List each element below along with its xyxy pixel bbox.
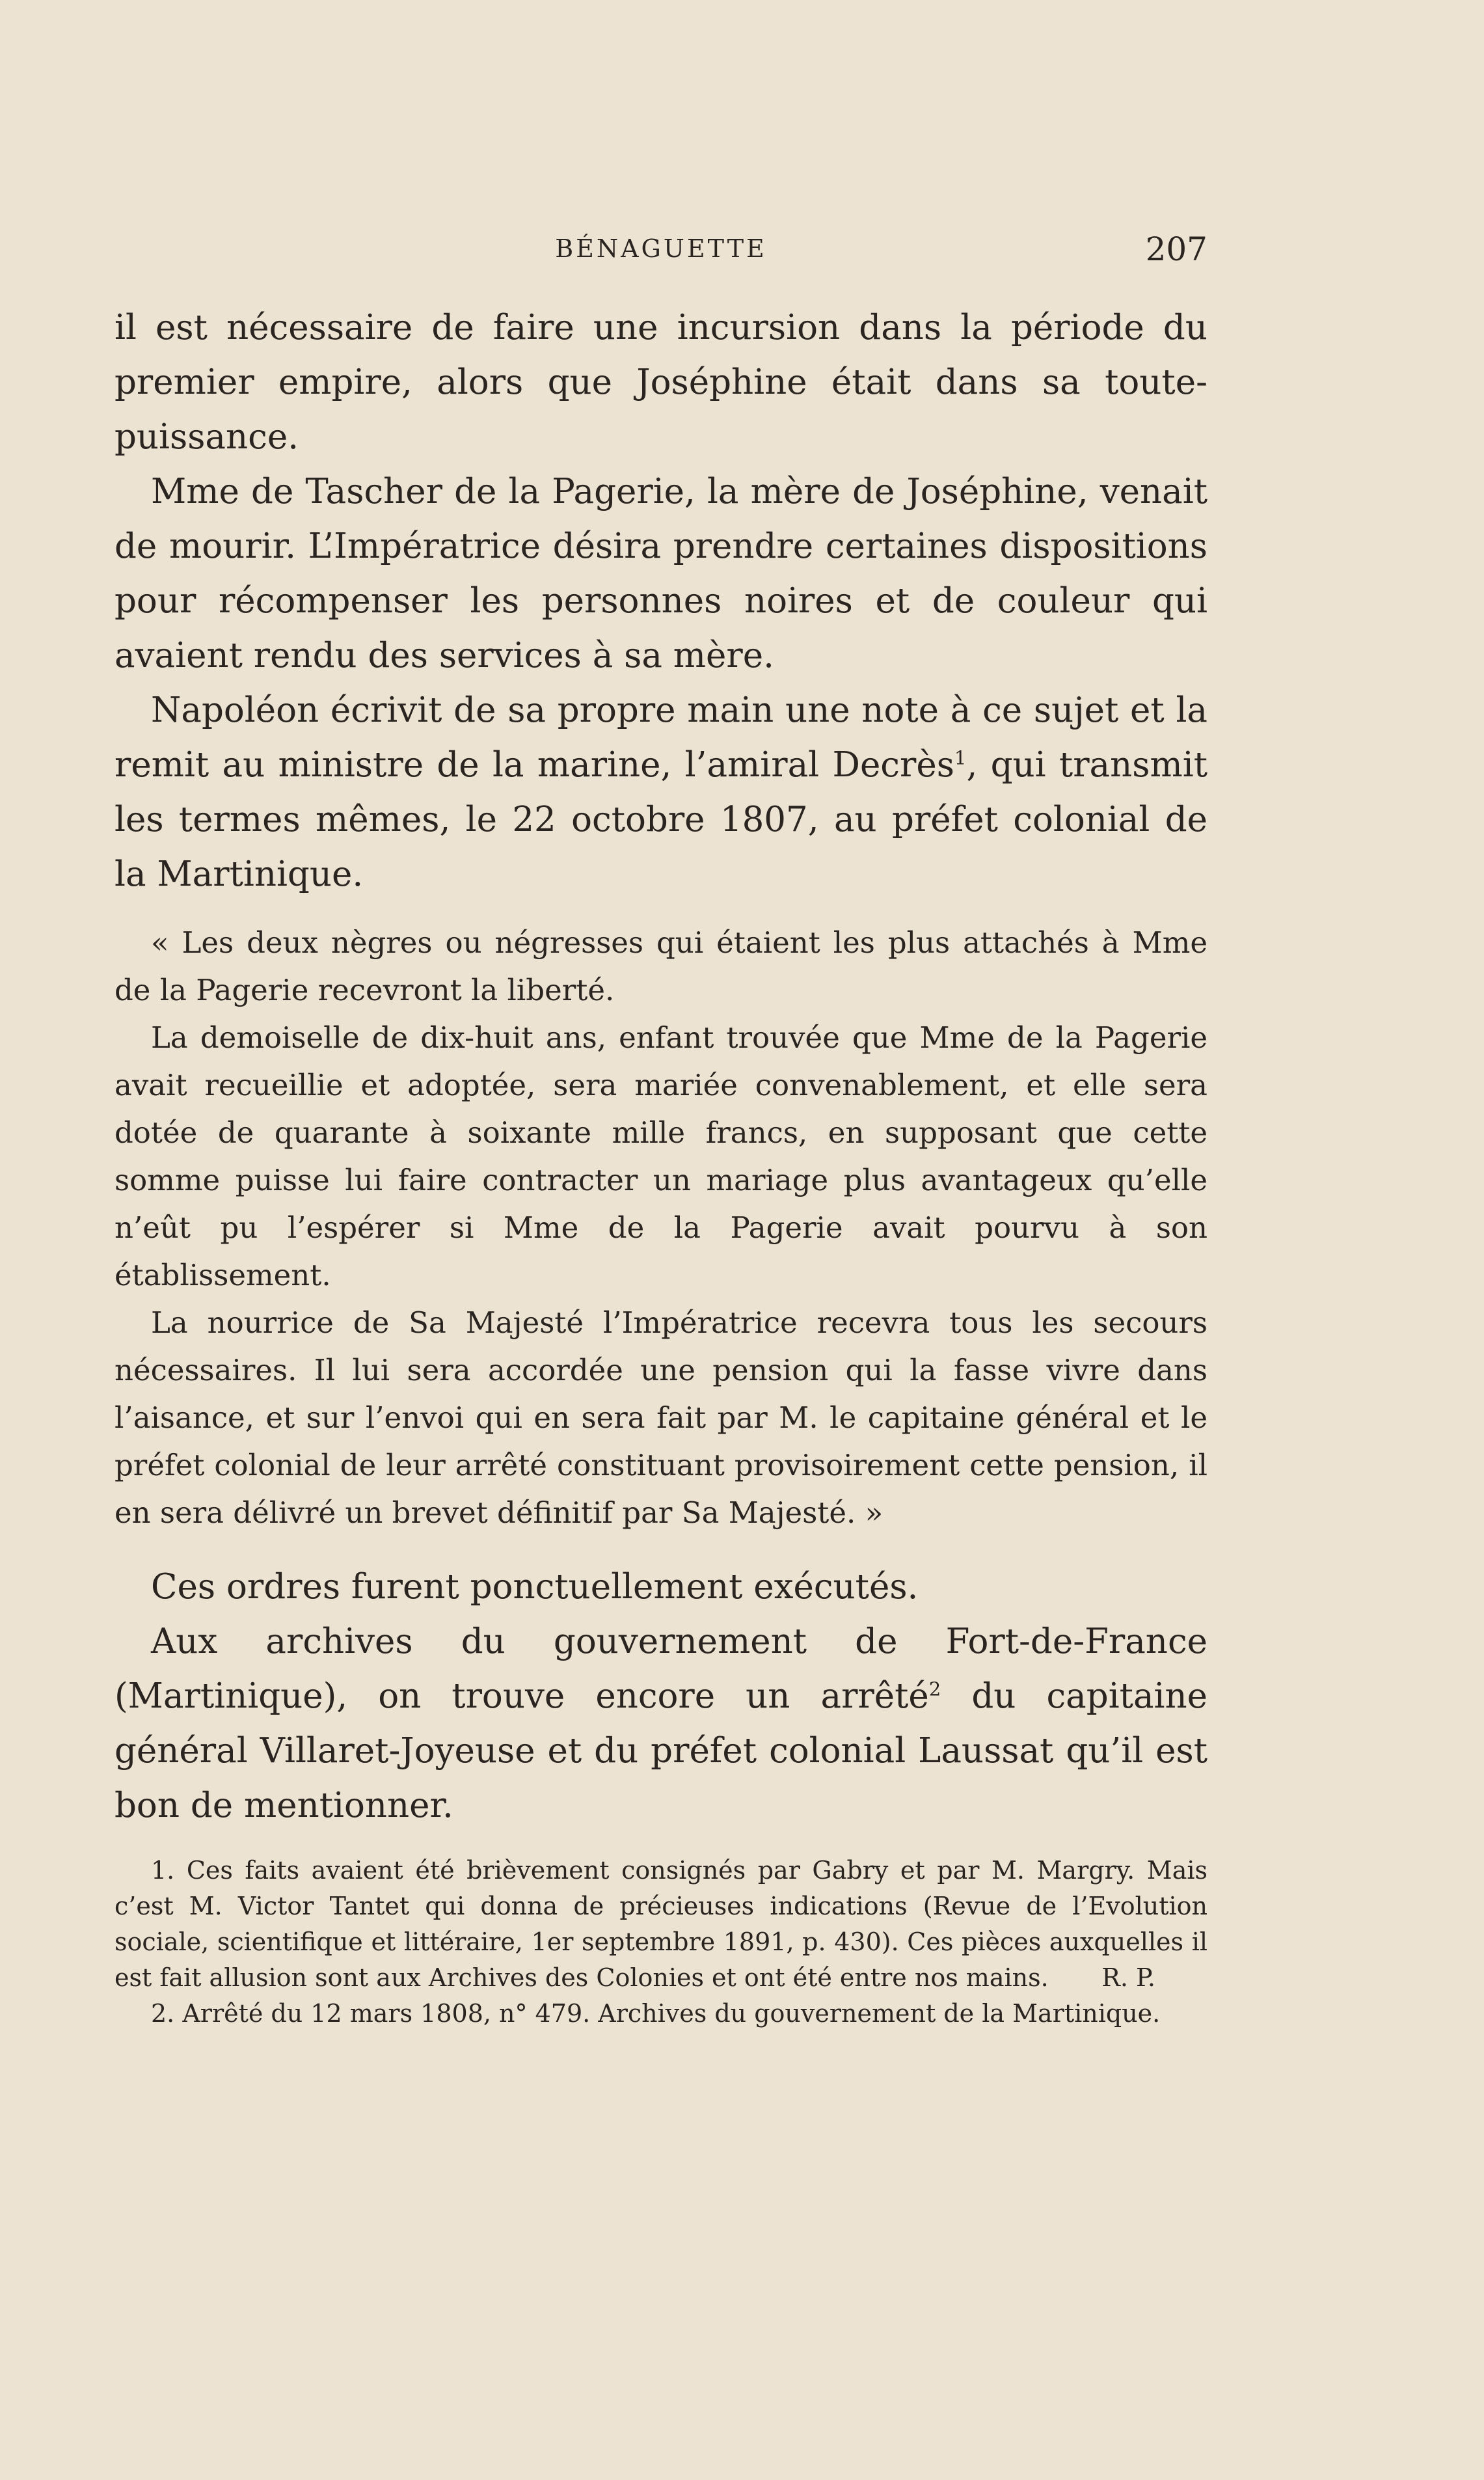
paragraph-5 bbox=[115, 1615, 1207, 1833]
paragraph-3-text-b: , qui transmit les termes mêmes, le 22 octobre 1807, au préfet colonial de la Martinique. bbox=[115, 745, 1207, 894]
paragraph-2: Mme de Tascher de la Pagerie, la mère de Joséphine, venait de mourir. L’Impératrice désira prendre certaines dispositions pour récompenser les personnes noires et de couleur qui avaient rendu des services à sa mère. bbox=[115, 472, 1207, 675]
footnote-1-text: 1. Ces faits avaient été brièvement consignés par Gabry et par M. Margry. Mais c’est M. Victor Tantet qui donna de précieuses indications (Revue de l’Evolution sociale, scientifique et littéraire, 1er septembre 1891, p. 430). Ces pièces auxquelles il est fait allusion sont aux Archives des Colonies et ont été entre nos mains. bbox=[115, 1856, 1207, 1992]
footnote-ref-2: 2 bbox=[928, 1678, 941, 1700]
footnote-2: 2. Arrêté du 12 mars 1808, n° 479. Archives du gouvernement de la Martinique. bbox=[151, 1999, 1161, 2028]
footnotes bbox=[115, 1853, 1207, 2032]
running-head: BÉNAGUETTE bbox=[555, 234, 767, 263]
footnote-1-signature: R. P. bbox=[1101, 1963, 1155, 1992]
page-body bbox=[115, 301, 1207, 2032]
paragraph-3 bbox=[115, 683, 1207, 902]
quote-paragraph-2: La demoiselle de dix-huit ans, enfant trouvée que Mme de la Pagerie avait recueillie et adoptée, sera mariée convenablement, et elle sera dotée de quarante à soixante mille francs, en supposant que cette somme puisse lui faire contracter un mariage plus avantageux qu’elle n’eût pu l’espérer si Mme de la Pagerie avait pourvu à son établissement. bbox=[115, 1020, 1207, 1292]
quote-paragraph-1: « Les deux nègres ou négresses qui étaient les plus attachés à Mme de la Pagerie recevront la liberté. bbox=[115, 925, 1207, 1007]
paragraph-5-text-a: Aux archives du gouvernement de Fort-de-France (Martinique), on trouve encore un arrêté bbox=[115, 1622, 1207, 1716]
paragraph-3-text-a: Napoléon écrivit de sa propre main une note à ce sujet et la remit au ministre de la marine, l’amiral Decrès bbox=[115, 690, 1207, 785]
quotation-block bbox=[115, 919, 1207, 1536]
page-header bbox=[115, 230, 1207, 273]
footnote-1 bbox=[115, 1853, 1207, 1996]
footnote-ref-1: 1 bbox=[954, 746, 967, 769]
paragraph-5-text-b: du capitaine général Villaret-Joyeuse et du préfet colonial Laussat qu’il est bon de mentionner. bbox=[115, 1676, 1207, 1825]
post-quote-block bbox=[115, 1560, 1207, 1833]
quote-paragraph-3: La nourrice de Sa Majesté l’Impératrice recevra tous les secours nécessaires. Il lui sera accordée une pension qui la fasse vivre dans l’aisance, et sur l’envoi qui en sera fait par M. le capitaine général et le préfet colonial de leur arrêté constituant provisoirement cette pension, il en sera délivré un brevet définitif par Sa Majesté. » bbox=[115, 1305, 1207, 1530]
paragraph-1: il est nécessaire de faire une incursion dans la période du premier empire, alors que Joséphine était dans sa toute-puissance. bbox=[115, 308, 1207, 457]
paragraph-4: Ces ordres furent ponctuellement exécutés. bbox=[151, 1567, 919, 1607]
page-number: 207 bbox=[1145, 230, 1207, 268]
